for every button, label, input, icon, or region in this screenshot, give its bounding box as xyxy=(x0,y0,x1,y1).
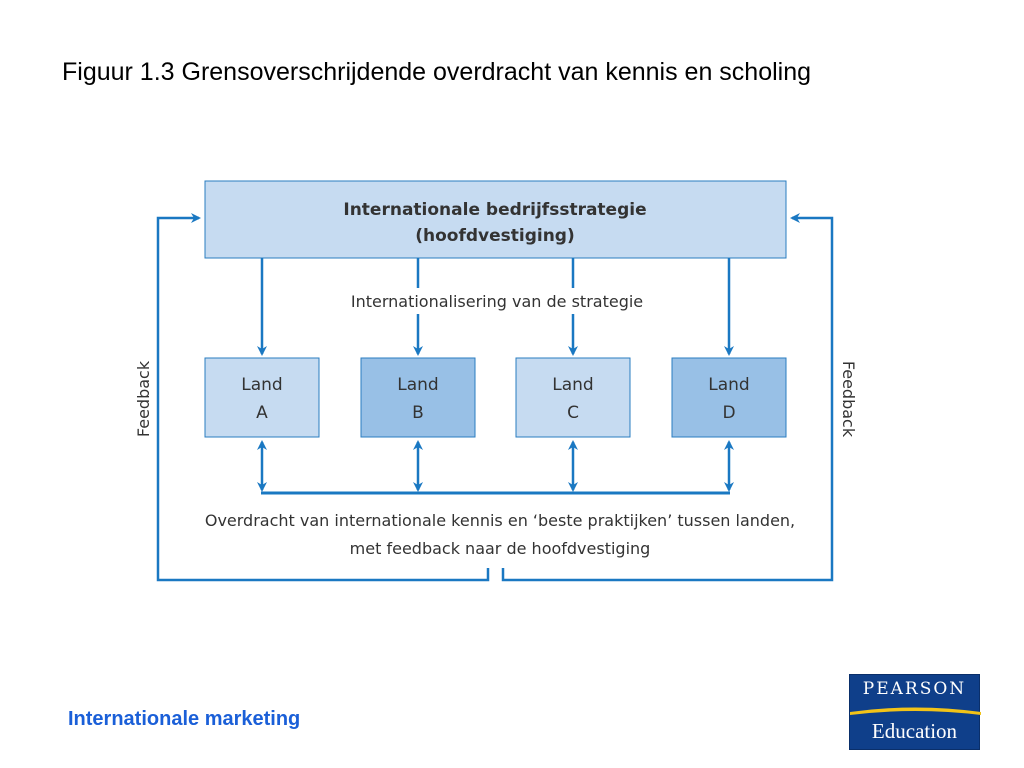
land-a-label: Land xyxy=(241,375,283,395)
footer-title: Internationale marketing xyxy=(68,708,301,730)
logo-swoosh xyxy=(850,705,981,715)
land-d-box xyxy=(672,358,786,437)
internationalization-label: Internationalisering van de strategie xyxy=(350,292,644,311)
pearson-logo xyxy=(849,674,980,750)
land-d-letter: D xyxy=(722,403,736,423)
land-c-label: Land xyxy=(552,375,594,395)
feedback-label-left: Feedback xyxy=(134,360,153,438)
transfer-label-line2: met feedback naar de hoofdvestiging xyxy=(349,539,651,558)
logo-bottom-text: Education xyxy=(871,719,958,743)
logo-top-text: PEARSON xyxy=(862,679,967,699)
transfer-label-line1: Overdracht van internationale kennis en ‘beste praktijken’ tussen landen, xyxy=(204,511,796,530)
headquarters-subtitle: (hoofdvestiging) xyxy=(415,226,575,246)
headquarters-title: Internationale bedrijfsstrategie xyxy=(343,200,647,220)
land-c-letter: C xyxy=(567,403,579,423)
land-b-box xyxy=(361,358,475,437)
land-b-letter: B xyxy=(412,403,424,423)
slide-title: Figuur 1.3 Grensoverschrijdende overdracht van kennis en scholing xyxy=(62,58,812,86)
feedback-label-right: Feedback xyxy=(839,360,858,438)
land-d-label: Land xyxy=(708,375,750,395)
land-b-label: Land xyxy=(397,375,439,395)
land-c-box xyxy=(516,358,630,437)
land-a-letter: A xyxy=(256,403,268,423)
land-a-box xyxy=(205,358,319,437)
